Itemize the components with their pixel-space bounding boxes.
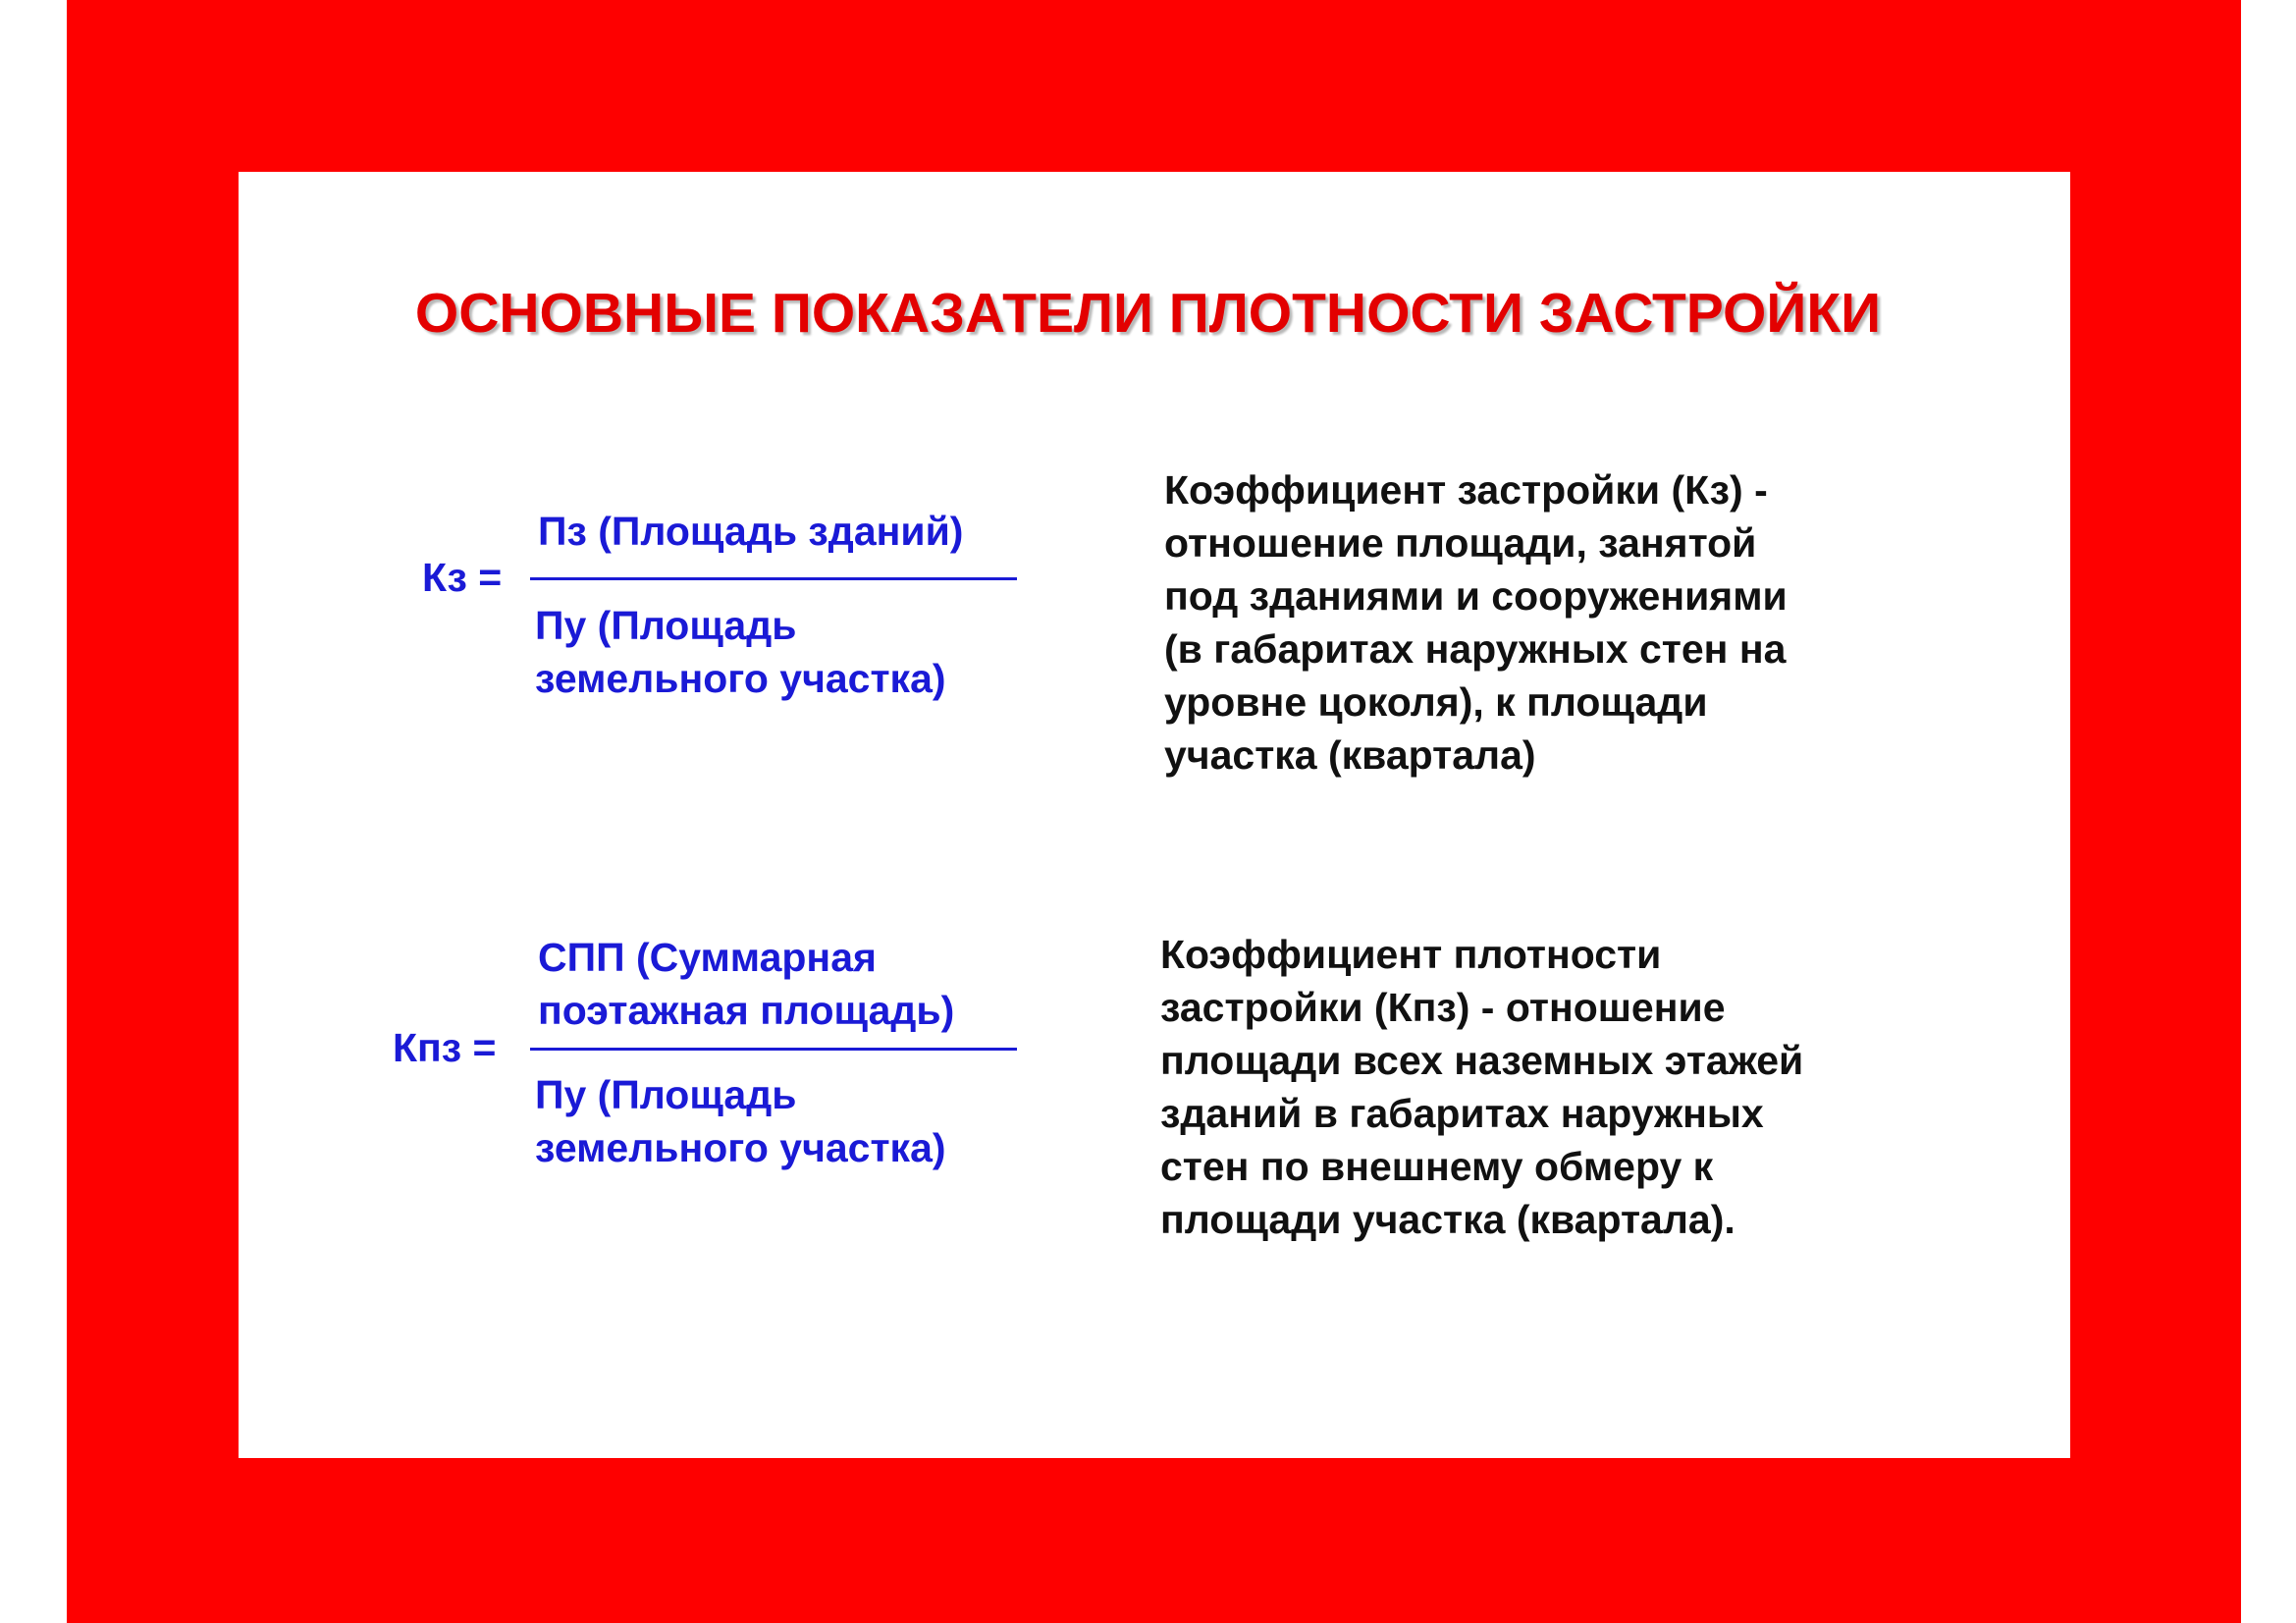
formula-2-lhs: Кпз = bbox=[393, 1025, 497, 1070]
description-1-line-4: (в габаритах наружных стен на bbox=[1164, 626, 1787, 672]
description-2-line-6: площади участка (квартала). bbox=[1160, 1197, 1735, 1242]
formula-1-denominator-line-2: земельного участка) bbox=[535, 656, 946, 701]
description-2 bbox=[1160, 928, 1803, 1246]
slide-title: ОСНОВНЫЕ ПОКАЗАТЕЛИ ПЛОТНОСТИ ЗАСТРОЙКИ bbox=[414, 282, 1882, 345]
formula-2-numerator-line-1: СПП (Суммарная bbox=[538, 935, 877, 980]
formula-1-lhs: Кз = bbox=[422, 555, 503, 600]
description-2-line-2: застройки (Кпз) - отношение bbox=[1160, 985, 1726, 1030]
formula-1-denominator bbox=[535, 599, 946, 705]
formula-2-numerator bbox=[538, 931, 954, 1037]
description-1 bbox=[1164, 463, 1788, 782]
description-2-line-3: площади всех наземных этажей bbox=[1160, 1038, 1804, 1083]
formula-2-numerator-line-2: поэтажная площадь) bbox=[538, 988, 955, 1033]
formula-1-numerator: Пз (Площадь зданий) bbox=[538, 509, 964, 554]
description-2-line-1: Коэффициент плотности bbox=[1160, 932, 1662, 977]
description-1-line-6: участка (квартала) bbox=[1164, 732, 1536, 778]
formula-2-denominator-line-1: Пу (Площадь bbox=[535, 1072, 797, 1117]
formula-2-denominator-line-2: земельного участка) bbox=[535, 1125, 946, 1170]
description-2-line-4: зданий в габаритах наружных bbox=[1160, 1091, 1764, 1136]
formula-1-fraction-bar bbox=[530, 577, 1017, 580]
formula-2-denominator bbox=[535, 1068, 946, 1174]
formula-1-denominator-line-1: Пу (Площадь bbox=[535, 603, 797, 648]
description-1-line-3: под зданиями и сооружениями bbox=[1164, 573, 1788, 619]
description-1-line-1: Коэффициент застройки (Кз) - bbox=[1164, 467, 1768, 513]
slide-white-panel bbox=[239, 172, 2070, 1458]
formula-2-fraction-bar bbox=[530, 1048, 1017, 1051]
description-2-line-5: стен по внешнему обмеру к bbox=[1160, 1144, 1714, 1189]
description-1-line-5: уровне цоколя), к площади bbox=[1164, 679, 1708, 725]
description-1-line-2: отношение площади, занятой bbox=[1164, 520, 1757, 566]
